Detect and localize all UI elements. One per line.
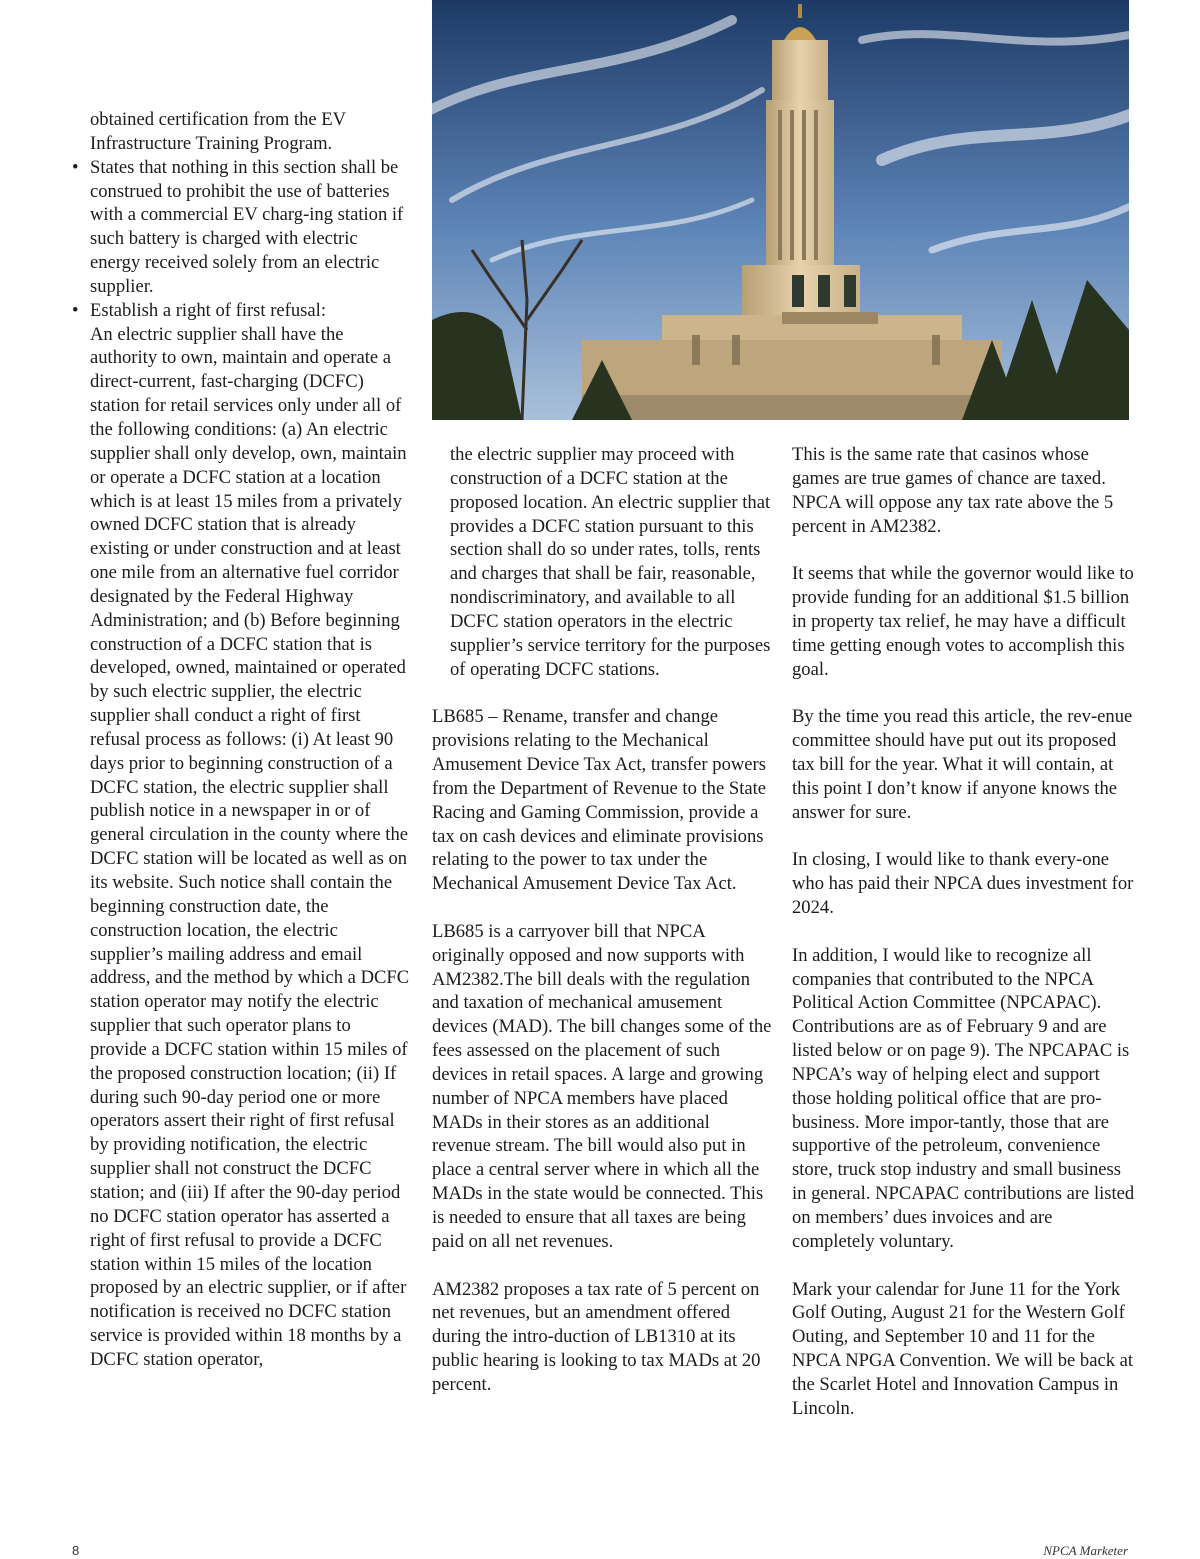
bullet-item xyxy=(72,156,412,299)
continued-text: the electric supplier may proceed with construction of a DCFC station at the proposed location. An electric supplier that provides a DCFC station pursuant to this section shall do so under rates, tolls, rents and charges that shall be fair, reasonable, nondiscriminatory, and available to all DCFC station operators in the electric supplier’s service territory for the purposes of operating DCFC stations. xyxy=(450,444,771,680)
page-number: 8 xyxy=(72,1543,80,1558)
paragraph: In addition, I would like to recognize all companies that contributed to the NPCA Political Action Committee (NPCAPAC). Contributions are as of February 9 and are listed below or on page 9). The NPCAPAC is NPCA’s way of helping elect and support those holding political office that are pro-business. More impor-tantly, those that are supportive of the petroleum, convenience store, truck stop industry and small business in general. NPCAPAC contributions are listed on members’ dues invoices and are completely voluntary. xyxy=(792,944,1135,1252)
paragraph: By the time you read this article, the rev-enue committee should have put out its proposed tax bill for the year. What it will contain, at this point I don’t know if anyone knows the answer for sure. xyxy=(792,706,1133,823)
bullet-dot-icon: • xyxy=(72,156,79,178)
bullet-dot-icon: • xyxy=(72,299,79,321)
paragraph: AM2382 proposes a tax rate of 5 percent on net revenues, but an amendment offered during the intro-duction of LB1310 at its public hearing is looking to tax MADs at 20 percent. xyxy=(432,1278,761,1395)
publication-name: NPCA Marketer xyxy=(1043,1543,1128,1558)
article-column-3 xyxy=(792,443,1137,1421)
paragraph: LB685 is a carryover bill that NPCA originally opposed and now supports with AM2382.The bill deals with the regulation and taxation of mechanical amusement devices (MAD). The bill changes some of the fees assessed on the placement of such devices in retail spaces. A large and growing number of NPCA members have placed MADs in their stores as an additional revenue stream. The bill would also put in place a central server where in which all the MADs in the state would be connected. This is needed to ensure that all taxes are being paid on all net revenues. xyxy=(432,920,772,1252)
capitol-building-photo xyxy=(432,0,1129,420)
article-column-1 xyxy=(72,108,412,1372)
continued-bullet-text: obtained certification from the EV Infrastructure Training Program. xyxy=(90,109,346,154)
paragraph: Mark your calendar for June 11 for the York Golf Outing, August 21 for the Western Golf Outing, and September 10 and 11 for the NPCA NPGA Convention. We will be back at the Scarlet Hotel and Innovation Campus in Lincoln. xyxy=(792,1278,1134,1419)
bullet-item xyxy=(72,299,412,323)
article-column-2 xyxy=(432,443,772,1397)
paragraph: It seems that while the governor would like to provide funding for an additional $1.5 billion in property tax relief, he may have a difficult time getting enough votes to accomplish this goal. xyxy=(792,563,1134,680)
bill-lb685-heading: LB685 – Rename, transfer and change provisions relating to the Mechanical Amusement Device Tax Act, transfer powers from the Department of Revenue to the State Racing and Gaming Commission, provide a tax on cash devices and eliminate provisions relating to the power to tax under the Mechanical Amusement Device Tax Act. xyxy=(432,706,767,895)
bullet-text: Establish a right of first refusal: xyxy=(90,299,326,321)
right-of-first-refusal-text: An electric supplier shall have the authority to own, maintain and operate a direct-current, fast-charging (DCFC) station for retail services only under all of the following conditions: (a) An electric supplier shall only develop, own, maintain or operate a DCFC station at a location which is at least 15 miles from a privately owned DCFC station that is already existing or under construction and at least one mile from an alternative fuel corridor designated by the Federal Highway Administration; and (b) Before beginning construction of a DCFC station that is developed, owned, maintained or operated by such electric supplier, the electric supplier shall conduct a right of first refusal process as follows: (i) At least 90 days prior to beginning construction of a DCFC station, the electric supplier shall publish notice in a newspaper in or of general circulation in the county where the DCFC station will be located as well as on its website. Such notice shall contain the beginning construction date, the construction location, the electric supplier’s mailing address and email address, and the method by which a DCFC station operator may notify the electric supplier that such operator plans to provide a DCFC station within 15 miles of the proposed construction location; (ii) If during such 90-day period one or more operators assert their right of first refusal by providing notification, the electric supplier shall not construct the DCFC station; and (iii) If after the 90-day period no DCFC station operator has asserted a right of first refusal to provide a DCFC station within 15 miles of the location proposed by an electric supplier, or if after notification is received no DCFC station service is provided within 18 months by a DCFC station operator, xyxy=(90,323,410,1370)
bullet-text: States that nothing in this section shall be construed to prohibit the use of batteries with a commercial EV charg-ing station if such battery is charged with electric energy received solely from an electric supplier. xyxy=(90,156,404,297)
paragraph: In closing, I would like to thank every-one who has paid their NPCA dues investment for 2024. xyxy=(792,849,1134,919)
paragraph: This is the same rate that casinos whose games are true games of chance are taxed. NPCA will oppose any tax rate above the 5 percent in AM2382. xyxy=(792,444,1114,537)
capitol-illustration xyxy=(432,0,1129,420)
